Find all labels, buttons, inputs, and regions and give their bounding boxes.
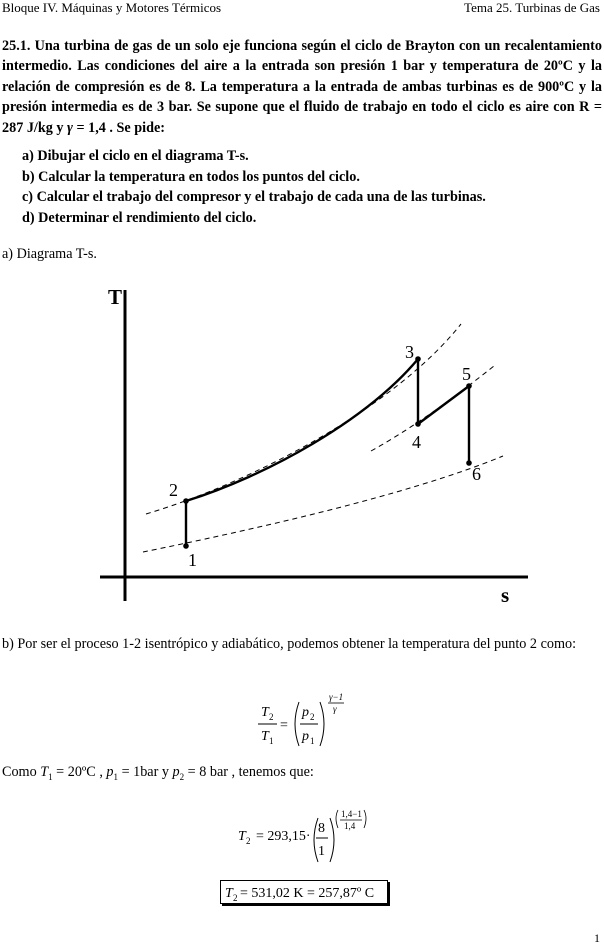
como-suffix: , tenemos que: xyxy=(227,764,314,780)
label-point-3: 3 xyxy=(405,342,414,362)
eq2-exp-paren-left xyxy=(336,810,338,828)
eq2-T: T xyxy=(238,829,246,844)
eq1-p1: p xyxy=(302,729,309,744)
como-p1-sub: 1 xyxy=(113,771,119,782)
task-d: d) Determinar el rendimiento del ciclo. xyxy=(22,209,257,226)
label-point-1: 1 xyxy=(188,550,197,570)
section-b-text: b) Por ser el proceso 1-2 isentrópico y adiabático, podemos obtener la temperatura del punto 2 como: xyxy=(2,636,577,652)
eq2-sub: 2 xyxy=(246,836,251,846)
result-box xyxy=(220,880,388,904)
header-right: Tema 25. Turbinas de Gas xyxy=(464,0,600,15)
label-point-2: 2 xyxy=(169,480,178,500)
equation-1 xyxy=(258,692,344,746)
point-2 xyxy=(183,498,189,504)
eq1-T2: T xyxy=(261,705,269,720)
eq1-p2: p xyxy=(302,705,309,720)
point-6 xyxy=(466,460,472,466)
como-prefix: Como xyxy=(2,764,41,780)
result-sub: 2 xyxy=(233,893,238,903)
ts-diagram xyxy=(96,276,536,616)
como-p2-val: = 8 bar xyxy=(184,764,228,780)
eq2-exp-num: 1,4−1 xyxy=(341,809,362,819)
label-point-5: 5 xyxy=(462,364,471,384)
y-axis-label: T xyxy=(108,285,123,309)
como-p2-sub: 2 xyxy=(179,771,185,782)
como-p1: p xyxy=(106,764,114,780)
eq1-sub2: 2 xyxy=(269,712,274,722)
header-left: Bloque IV. Máquinas y Motores Térmicos xyxy=(2,0,222,15)
task-list xyxy=(22,146,486,228)
label-point-6: 6 xyxy=(472,464,481,484)
page-number: 1 xyxy=(594,931,600,945)
result-text: = 531,02 K = 257,87º C xyxy=(240,886,375,901)
equation-2 xyxy=(238,809,366,862)
x-axis-label: s xyxy=(501,583,510,607)
problem-text: Una turbina de gas de un solo eje funciona según el ciclo de Brayton con un recalentamiento intermedio. Las condiciones del aire a la entrada son presión 1 bar y temperatura de 20ºC y la relación de compresión es de 8. La temperatura a la entrada de ambas turbinas es de 900ºC y la presión intermedia es de 3 bar. Se supone que el fluido de trabajo en todo el ciclo es aire con R = 287 J/kg y xyxy=(2,38,603,136)
eq1-sub1: 1 xyxy=(269,736,274,746)
eq1-T1: T xyxy=(261,729,269,744)
eq2-frac-den: 1 xyxy=(318,844,325,859)
como-line xyxy=(2,764,314,782)
isobar-low xyxy=(143,456,503,552)
eq2-exp-paren-right xyxy=(364,810,366,828)
task-a: a) Dibujar el ciclo en el diagrama T-s. xyxy=(22,148,249,164)
eq2-value: = 293,15· xyxy=(256,829,311,844)
point-5 xyxy=(466,383,472,389)
como-T1-sub: 1 xyxy=(48,771,53,782)
eq2-paren-right xyxy=(330,818,334,862)
eq1-p1-sub: 1 xyxy=(310,736,315,746)
eq2-paren-left xyxy=(314,818,318,862)
como-p1-val: = 1bar y xyxy=(118,764,173,780)
task-b: b) Calcular la temperatura en todos los puntos del ciclo. xyxy=(22,168,360,185)
task-c: c) Calcular el trabajo del compresor y el trabajo de cada una de las turbinas. xyxy=(22,189,486,205)
como-T1-val: = 20ºC , xyxy=(52,764,107,780)
eq1-paren-left xyxy=(295,702,299,746)
point-1 xyxy=(183,543,189,549)
eq1-exp-den: γ xyxy=(333,704,337,714)
problem-statement xyxy=(2,36,602,138)
gamma-value: = 1,4 . Se pide: xyxy=(72,119,165,136)
problem-number: 25.1. xyxy=(2,38,31,54)
eq1-exp-num: γ−1 xyxy=(329,692,344,702)
como-p2: p xyxy=(172,764,180,780)
process-2-3 xyxy=(186,359,418,501)
eq1-paren-right xyxy=(320,702,324,746)
point-3 xyxy=(415,356,421,362)
gamma-symbol: γ xyxy=(67,119,73,136)
como-T1: T xyxy=(40,764,49,780)
point-4 xyxy=(415,421,421,427)
isobar-intermediate xyxy=(371,366,494,451)
eq1-equals: = xyxy=(280,718,288,733)
result-T: T xyxy=(225,886,233,901)
eq1-p2-sub: 2 xyxy=(310,712,315,722)
section-a-heading: a) Diagrama T-s. xyxy=(2,246,97,262)
process-4-5 xyxy=(418,386,469,424)
eq2-exp-den: 1,4 xyxy=(344,821,356,831)
label-point-4: 4 xyxy=(412,432,421,452)
eq2-frac-num: 8 xyxy=(318,821,325,836)
